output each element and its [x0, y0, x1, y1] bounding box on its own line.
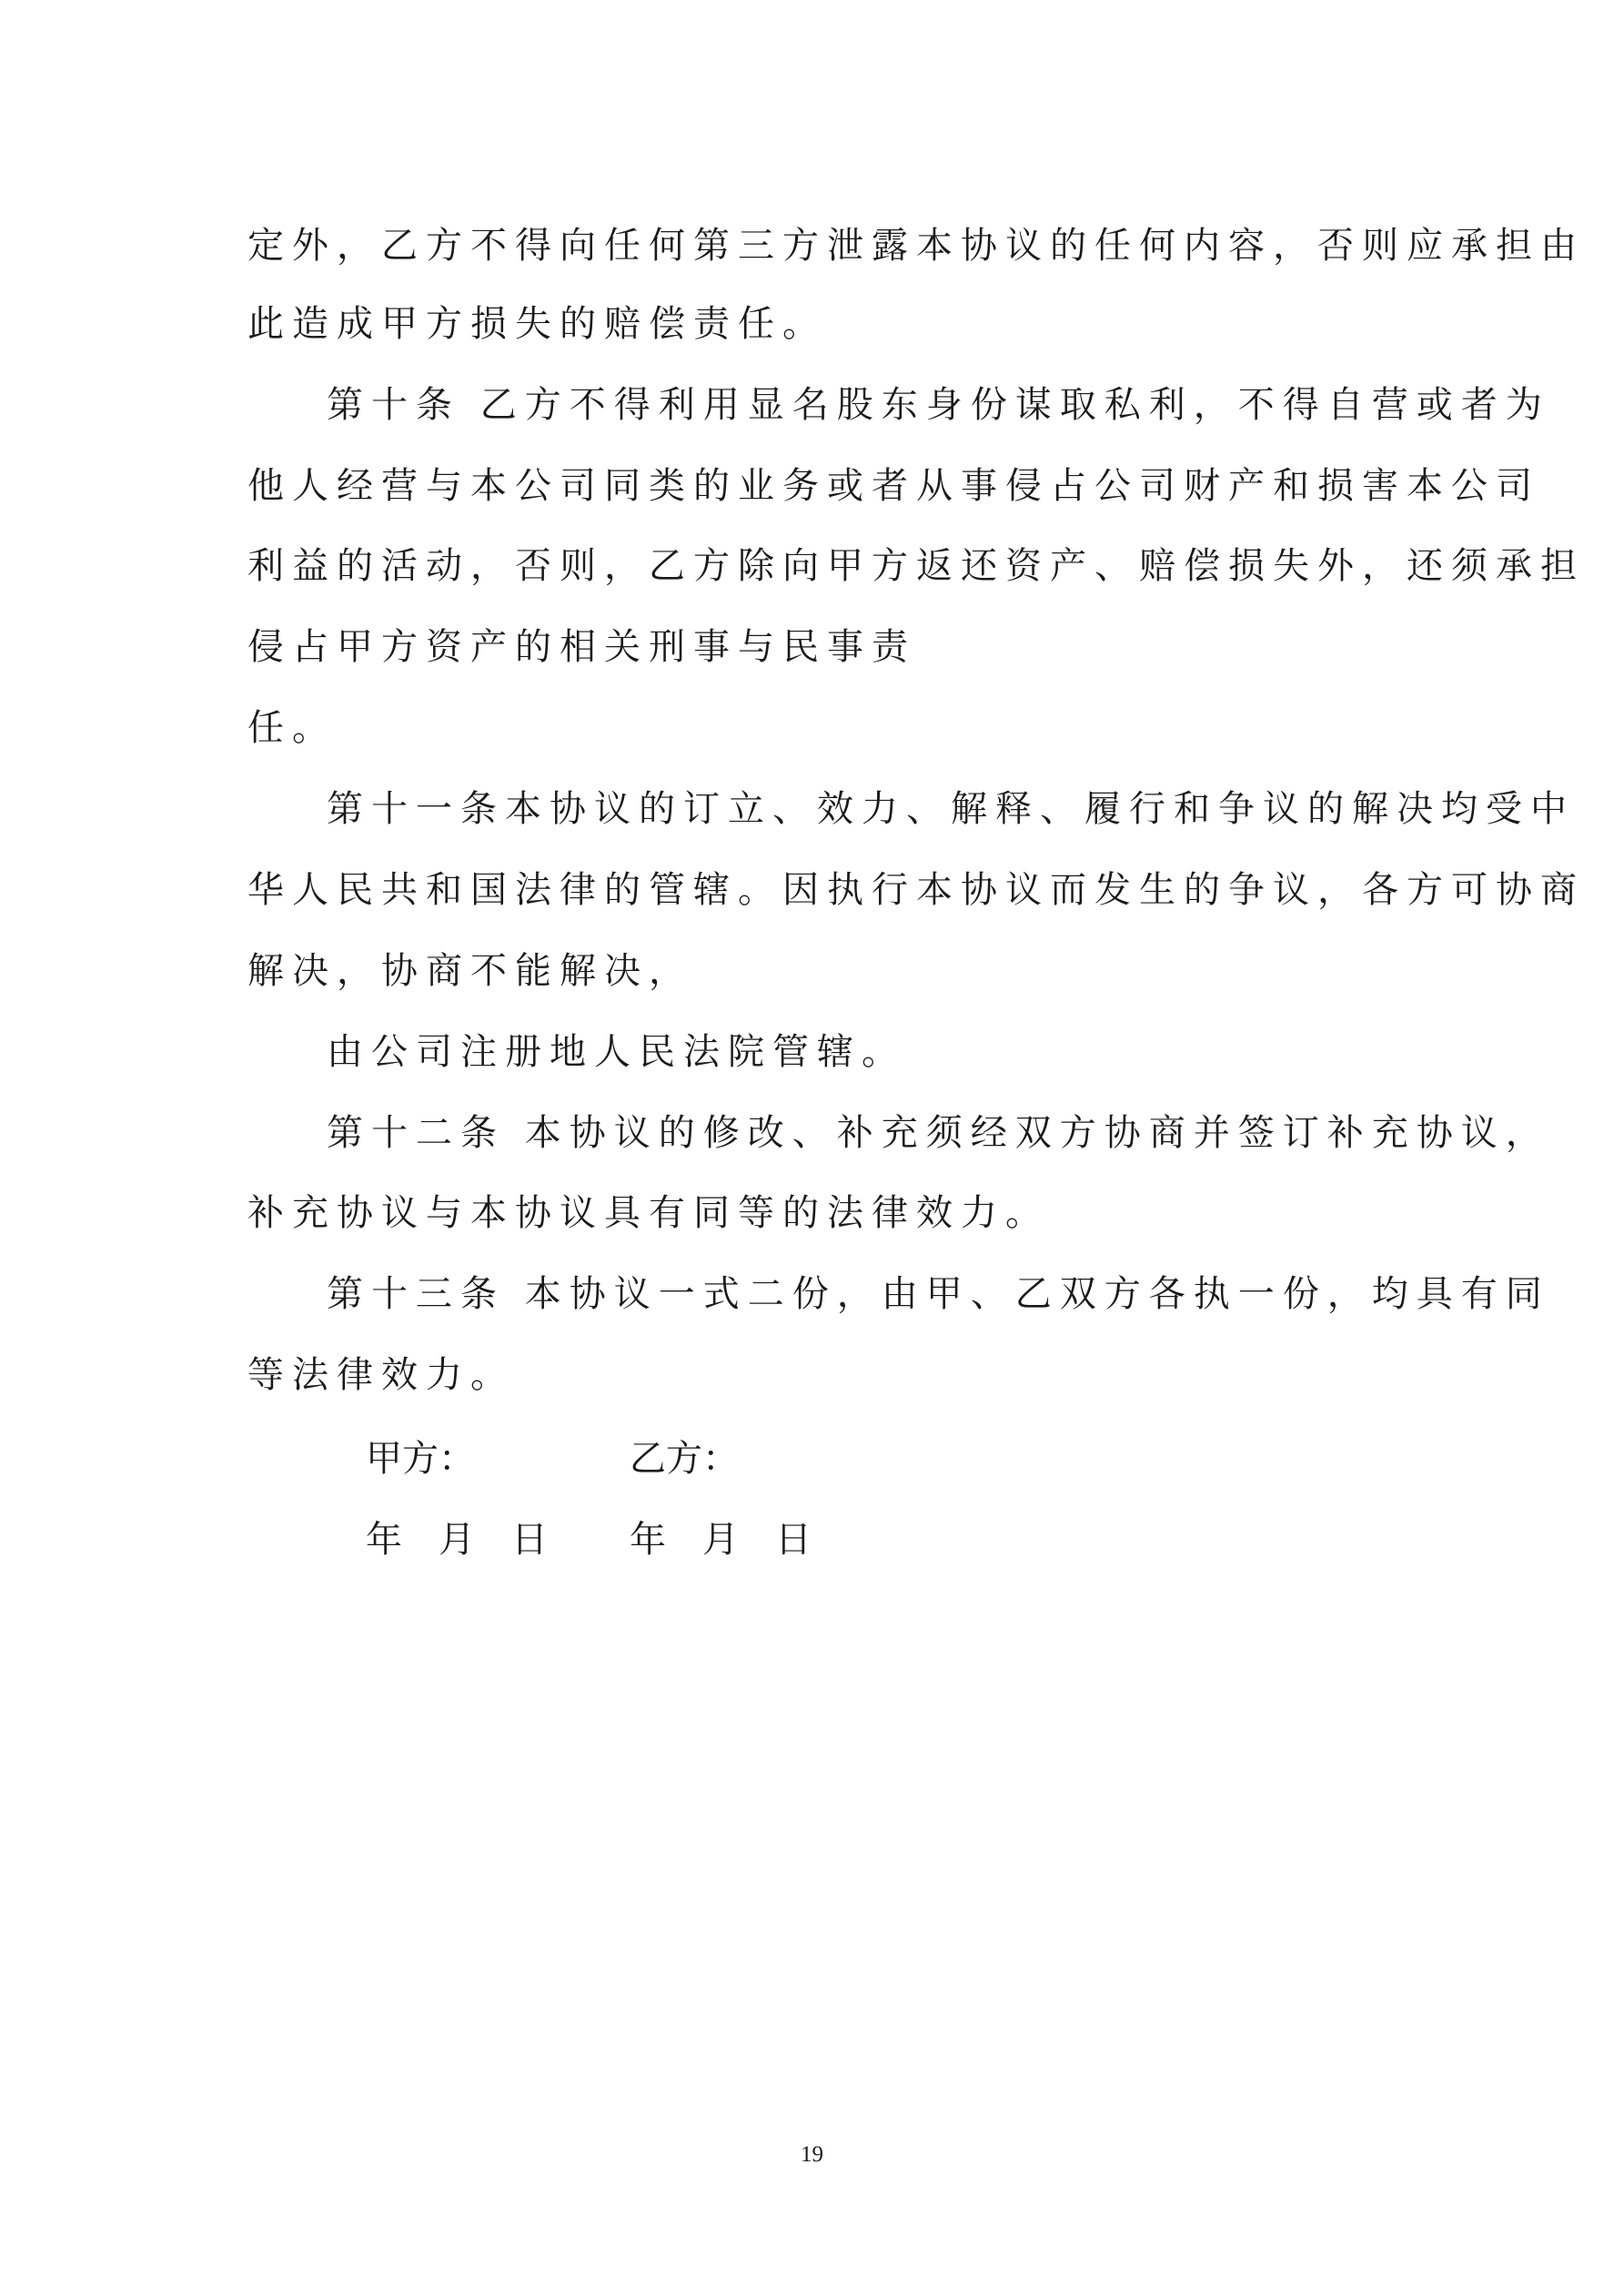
- clause-11: 第十一条本协议的订立、效力、解释、履行和争议的解决均受中: [327, 788, 1575, 830]
- clause-13: 第十三条 本协议一式二份，由甲、乙双方各执一份，均具有同: [327, 1273, 1550, 1315]
- text-line: 解决，协商不能解决，: [247, 950, 693, 992]
- text-line: 定外，乙方不得向任何第三方泄露本协议的任何内容，否则应承担由: [247, 225, 1585, 267]
- party-a-label: 甲方：: [366, 1438, 475, 1480]
- text-line: 由公司注册地人民法院管辖。: [327, 1031, 906, 1073]
- text-line: 此造成甲方损失的赔偿责任。: [247, 303, 827, 345]
- party-a-date: 年 月 日: [366, 1519, 548, 1561]
- party-b-date: 年 月 日: [630, 1519, 812, 1561]
- party-b-label: 乙方：: [630, 1438, 739, 1480]
- clause-10: 第十条 乙方不得利用显名股东身份谋取私利，不得自营或者为: [327, 384, 1550, 426]
- text-line: 侵占甲方资产的相关刑事与民事责: [247, 626, 916, 668]
- page-number: 19: [801, 2142, 823, 2167]
- text-line: 补充协议与本协议具有同等的法律效力。: [247, 1192, 1050, 1234]
- text-line: 华人民共和国法律的管辖。因执行本协议而发生的争议，各方可协商: [247, 869, 1585, 911]
- text-line: 他人经营与本公司同类的业务或者从事侵占公司财产和损害本公司: [247, 465, 1540, 507]
- clause-12: 第十二条 本协议的修改、补充须经双方协商并签订补充协议，: [327, 1112, 1550, 1154]
- text-line: 利益的活动，否则，乙方除向甲方返还资产、赔偿损失外，还须承担: [247, 545, 1585, 587]
- text-line: 任。: [247, 707, 337, 749]
- text-line: 等法律效力。: [247, 1354, 515, 1396]
